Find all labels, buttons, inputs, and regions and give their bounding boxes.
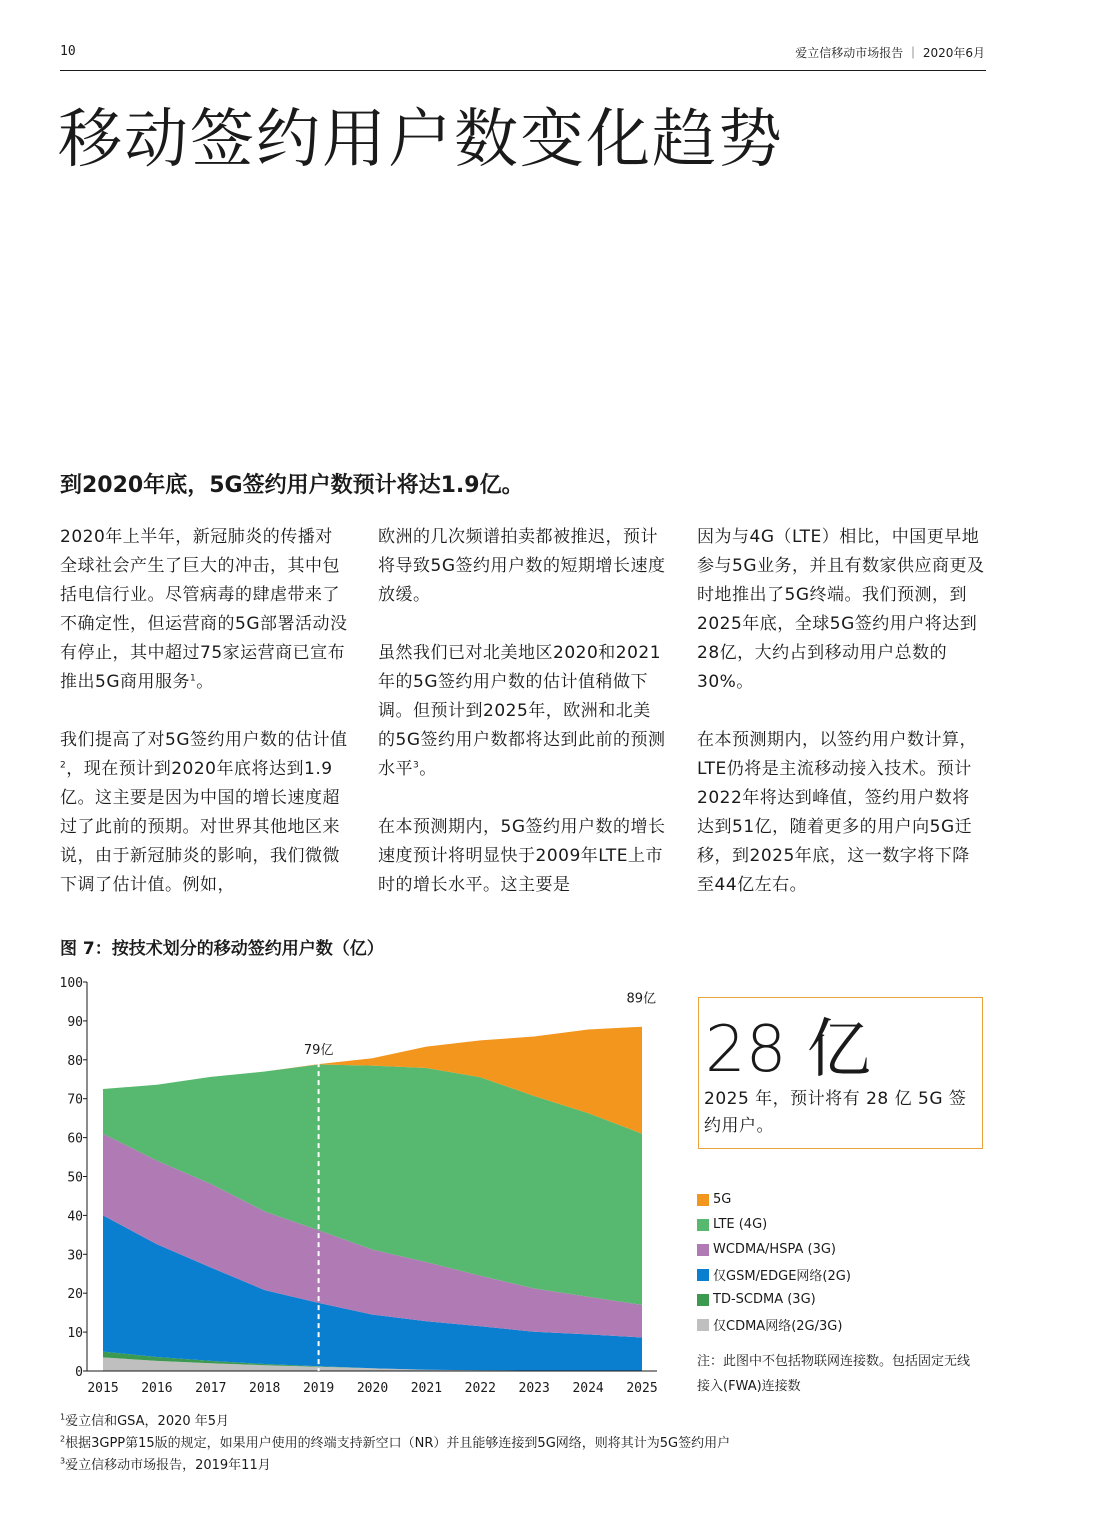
legend-item — [697, 1287, 851, 1312]
x-tick-label: 2023 — [518, 1381, 550, 1396]
x-tick-label: 2021 — [410, 1381, 443, 1396]
footnote: $^3$爱立信移动市场报告，2019年11月 — [60, 1456, 271, 1473]
y-tick-label: 0 — [75, 1365, 83, 1380]
y-tick-label: 40 — [67, 1209, 83, 1225]
paragraph: 2020年上半年，新冠肺炎的传播对全球社会产生了巨大的冲击，其中包括电信行业。尽管病毒的肆虐带来了不确定性，但运营商的5G部署活动没有停止，其中超过75家运营商已宣布推出5G商用服务$^1$。 — [60, 527, 348, 692]
y-tick-label: 20 — [67, 1287, 83, 1303]
x-tick-label: 2020 — [356, 1381, 389, 1396]
footnote: $^2$根据3GPP第15版的规定，如果用户使用的终端支持新空口（NR）并且能够连接到5G网络，则将其计为5G签约用户 — [60, 1434, 731, 1451]
callout-figure: 28 亿 — [705, 1013, 871, 1087]
paragraph: 我们提高了对5G签约用户数的估计值$^2$，现在预计到2020年底将达到1.9亿。这主要是因为中国的增长速度超过了此前的预期。对世界其他地区来说，由于新冠肺炎的影响，我们微微下调了估计值。例如， — [60, 730, 348, 895]
paragraph: 欧洲的几次频谱拍卖都被推迟，预计将导致5G签约用户数的短期增长速度放缓。 — [378, 527, 666, 605]
legend-item — [697, 1312, 851, 1337]
header-divider — [60, 70, 986, 71]
body-column-2 — [378, 523, 668, 929]
chart-legend — [697, 1187, 851, 1337]
legend-swatch — [697, 1194, 709, 1206]
x-tick-label: 2017 — [195, 1381, 227, 1396]
legend-label: 仅GSM/EDGE网络(2G) — [713, 1269, 851, 1284]
paragraph: 因为与4G（LTE）相比，中国更早地参与5G业务，并且有数家供应商更及时地推出了5G终端。我们预测，到2025年底，全球5G签约用户将达到28亿，大约占到移动用户总数的30%。 — [697, 527, 985, 692]
chart-note: 注：此图中不包括物联网连接数。包括固定无线接入(FWA)连接数 — [697, 1354, 971, 1394]
legend-label: 5G — [713, 1192, 732, 1207]
y-tick-label: 80 — [67, 1053, 83, 1069]
legend-swatch — [697, 1269, 709, 1281]
legend-swatch — [697, 1219, 709, 1231]
legend-label: WCDMA/HSPA (3G) — [713, 1242, 836, 1257]
callout-box — [698, 997, 983, 1149]
x-tick-label: 2022 — [464, 1381, 496, 1396]
legend-swatch — [697, 1244, 709, 1256]
y-tick-label: 50 — [67, 1170, 83, 1186]
legend-swatch — [697, 1319, 709, 1331]
x-tick-label: 2025 — [626, 1381, 658, 1396]
footnotes — [60, 1411, 730, 1477]
legend-item — [697, 1237, 851, 1262]
legend-label: TD-SCDMA (3G) — [713, 1292, 816, 1307]
legend-label: LTE (4G) — [713, 1217, 768, 1232]
section-heading: 到2020年底，5G签约用户数预计将达1.9亿。 — [60, 473, 524, 498]
page-title: 移动签约用户数变化趋势 — [58, 103, 784, 177]
y-tick-label: 100 — [59, 976, 83, 991]
legend-swatch — [697, 1294, 709, 1306]
y-tick-label: 60 — [67, 1131, 83, 1147]
legend-label: 仅CDMA网络(2G/3G) — [713, 1319, 843, 1334]
legend-item — [697, 1262, 851, 1287]
paragraph: 在本预测期内，5G签约用户数的增长速度预计将明显快于2009年LTE上市时的增长水平。这主要是 — [378, 817, 666, 895]
y-tick-label: 30 — [67, 1248, 83, 1264]
annotation-label: 79亿 — [303, 1043, 334, 1059]
x-tick-label: 2019 — [302, 1381, 335, 1396]
body-column-1 — [60, 523, 350, 929]
footnote: $^1$爱立信和GSA，2020 年5月 — [60, 1412, 230, 1429]
x-tick-label: 2016 — [141, 1381, 173, 1396]
x-tick-label: 2024 — [572, 1381, 604, 1396]
body-column-3 — [697, 523, 987, 929]
page-number: 10 — [60, 44, 76, 59]
paragraph: 在本预测期内，以签约用户数计算，LTE仍将是主流移动接入技术。预计2022年将达到峰值，签约用户数将达到51亿，随着更多的用户向5G迁移，到2025年底，这一数字将下降至44亿左右。 — [697, 730, 977, 895]
callout-text: 2025 年，预计将有 28 亿 5G 签约用户。 — [704, 1089, 967, 1136]
y-tick-label: 90 — [67, 1014, 83, 1030]
report-title: 爱立信移动市场报告 ｜ 2020年6月 — [795, 46, 985, 60]
legend-item — [697, 1187, 851, 1212]
y-tick-label: 10 — [67, 1326, 83, 1342]
legend-item — [697, 1212, 851, 1237]
x-tick-label: 2015 — [87, 1381, 119, 1396]
figure-title: 图 7：按技术划分的移动签约用户数（亿） — [60, 939, 384, 959]
paragraph: 虽然我们已对北美地区2020和2021年的5G签约用户数的估计值稍做下调。但预计到2025年，欧洲和北美的5G签约用户数都将达到此前的预测水平$^3$。 — [378, 643, 666, 779]
y-tick-label: 70 — [67, 1092, 83, 1108]
annotation-label: 89亿 — [626, 991, 656, 1007]
stacked-area-chart — [55, 968, 665, 1403]
x-tick-label: 2018 — [249, 1381, 281, 1396]
